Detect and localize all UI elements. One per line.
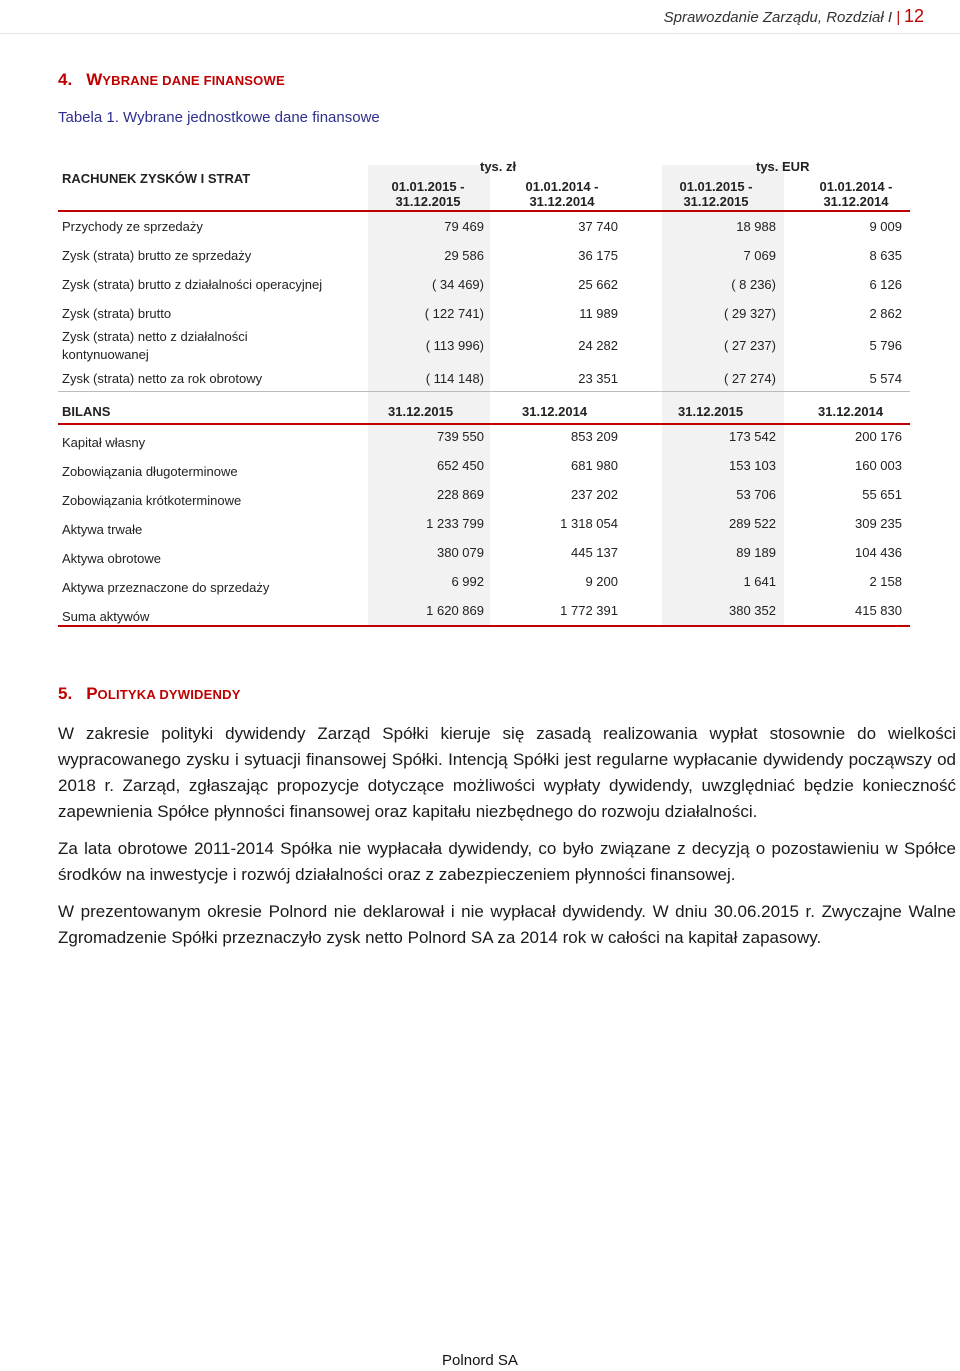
row-label: Zobowiązania krótkoterminowe [62,493,242,508]
row-label: Aktywa trwałe [62,522,143,537]
row-label: Kapitał własny [62,435,146,450]
cell-value: 89 189 [736,545,776,560]
cell-value: 1 318 054 [560,516,618,531]
section-4-number: 4. [58,70,73,89]
cell-value: 739 550 [437,429,484,444]
cell-value: 55 651 [862,487,902,502]
income-bottom-rule [58,391,910,392]
cell-value: ( 114 148) [425,371,484,386]
section-5-title-first: P [86,684,98,703]
cell-value: 153 103 [729,458,776,473]
cell-value: 237 202 [571,487,618,502]
balance-date: 31.12.2014 [818,404,884,419]
row-label: Zysk (strata) brutto [62,306,172,321]
cell-value: 2 862 [869,306,902,321]
currency-pln: tys. zł [480,159,517,174]
balance-date: 31.12.2014 [522,404,588,419]
cell-value: 53 706 [736,487,776,502]
cell-value: 24 282 [578,338,618,353]
cell-value: 380 352 [729,603,776,618]
cell-value: 8 635 [869,248,902,263]
cell-value: 309 235 [855,516,902,531]
paragraph: W zakresie polityki dywidendy Zarząd Spółki kieruje się zasadą realizowania wypłat stosownie do wielkości wypracowanego zysku i sytuacji finansowej Spółki. Intencją Spółki jest regularne wypłacanie dywidendy począwszy od 2018 r. Zarząd, zgłaszając propozycje dotyczące możliwości wypłaty dywidendy, uwzględniać będzie konieczność zapewnienia Spółce płynności finansowej oraz kapitału niezbędnego do rozwoju działalności. [58,724,956,821]
cell-value: 7 069 [743,248,776,263]
balance-date: 31.12.2015 [388,404,454,419]
row-label: Zobowiązania długoterminowe [62,464,238,479]
section-5-title-rest: OLITYKA DYWIDENDY [97,687,241,702]
cell-value: ( 27 274) [723,371,776,386]
period-header: 01.01.2014 - 31.12.2014 [819,179,893,209]
cell-value: 380 079 [437,545,484,560]
section-5-heading [58,684,241,704]
income-header-rule [58,210,910,212]
cell-value: ( 113 996) [425,338,484,353]
row-label: Zysk (strata) netto z działalności kontynuowanej [62,329,248,362]
balance-bottom-rule [58,625,910,627]
cell-value: ( 27 237) [723,338,776,353]
cell-value: ( 34 469) [431,277,484,292]
page-header [664,6,924,27]
period-header: 01.01.2014 - 31.12.2014 [525,179,599,209]
cell-value: 5 574 [869,371,902,386]
cell-value: 173 542 [729,429,776,444]
currency-eur: tys. EUR [756,159,810,174]
cell-value: 1 233 799 [426,516,484,531]
cell-value: 104 436 [855,545,902,560]
cell-value: 9 009 [869,219,902,234]
cell-value: 1 620 869 [426,603,484,618]
cell-value: ( 122 741) [424,306,484,321]
cell-value: 6 992 [451,574,484,589]
cell-value: 2 158 [869,574,902,589]
header-title: Sprawozdanie Zarządu, Rozdział I [663,9,893,26]
cell-value: 11 989 [579,306,618,321]
section-4-title-rest: YBRANE DANE FINANSOWE [102,73,285,88]
cell-value: ( 29 327) [723,306,776,321]
section-4-heading [58,70,285,90]
row-label: Zysk (strata) brutto z działalności operacyjnej [62,277,323,292]
row-label: Aktywa obrotowe [62,551,161,566]
cell-value: 25 662 [578,277,618,292]
row-label: Aktywa przeznaczone do sprzedaży [62,580,270,595]
cell-value: 1 772 391 [560,603,618,618]
cell-value: 681 980 [571,458,618,473]
balance-header-rule [58,423,910,425]
cell-value: ( 8 236) [731,277,776,292]
header-rule [0,33,960,34]
cell-value: 160 003 [855,458,902,473]
page-number: 12 [903,6,924,26]
cell-value: 289 522 [729,516,776,531]
balance-date: 31.12.2015 [678,404,744,419]
period-header: 01.01.2015 - 31.12.2015 [391,179,465,209]
cell-value: 228 869 [437,487,484,502]
balance-title: BILANS [62,404,111,419]
cell-value: 36 175 [578,248,618,263]
paragraph: Za lata obrotowe 2011-2014 Spółka nie wypłacała dywidendy, co było związane z decyzją o pozostawieniu w Spółce środków na inwestycje i rozwój działalności oraz z zabezpieczeniem płynności finansowej. [58,839,956,884]
period-header: 01.01.2015 - 31.12.2015 [679,179,753,209]
section-5-number: 5. [58,684,73,703]
paragraph: W prezentowanym okresie Polnord nie deklarował i nie wypłacał dywidendy. W dniu 30.06.2015 r. Zwyczajne Walne Zgromadzenie Spółki przeznaczyło zysk netto Polnord SA za 2014 rok w całości na kapitał zapasowy. [58,902,956,947]
row-label: Zysk (strata) netto za rok obrotowy [62,371,263,386]
cell-value: 9 200 [585,574,618,589]
income-title: RACHUNEK ZYSKÓW I STRAT [62,171,251,186]
cell-value: 1 641 [743,574,776,589]
cell-value: 652 450 [437,458,484,473]
cell-value: 445 137 [571,545,618,560]
row-label: Przychody ze sprzedaży [62,219,203,234]
header-separator: | [896,9,900,26]
cell-value: 853 209 [571,429,618,444]
cell-value: 18 988 [736,219,776,234]
page-footer: Polnord SA [442,1352,518,1369]
cell-value: 23 351 [578,371,618,386]
table-caption: Tabela 1. Wybrane jednostkowe dane finansowe [58,109,380,126]
row-label: Zysk (strata) brutto ze sprzedaży [62,248,252,263]
section-4-title-first: W [86,70,103,89]
cell-value: 37 740 [578,219,618,234]
row-label: Suma aktywów [62,609,150,624]
cell-value: 79 469 [444,219,484,234]
cell-value: 415 830 [855,603,902,618]
cell-value: 5 796 [869,338,902,353]
cell-value: 29 586 [444,248,484,263]
cell-value: 200 176 [855,429,902,444]
cell-value: 6 126 [869,277,902,292]
